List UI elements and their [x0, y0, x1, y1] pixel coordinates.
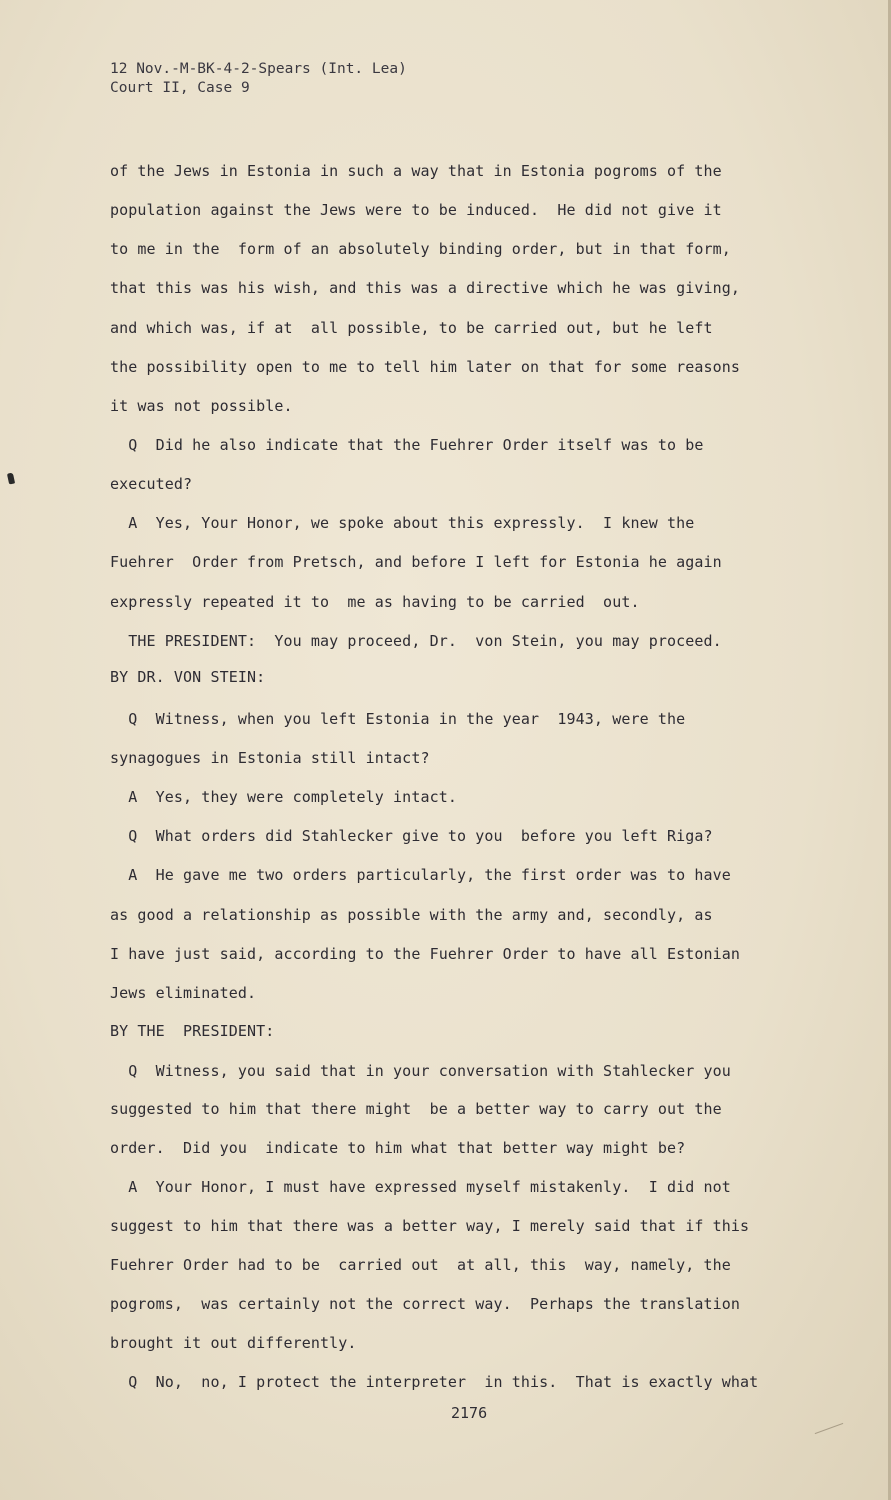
- question-line: Q Witness, when you left Estonia in the year 1943, were the: [110, 710, 686, 728]
- page-number: 2176: [451, 1404, 488, 1422]
- examiner-heading: BY DR. VON STEIN:: [110, 668, 266, 686]
- body-line: suggested to him that there might be a better way to carry out the: [110, 1100, 722, 1118]
- answer-line: A Your Honor, I must have expressed myself mistakenly. I did not: [110, 1178, 731, 1196]
- body-line: that this was his wish, and this was a directive which he was giving,: [110, 279, 741, 297]
- pencil-smudge: [815, 1423, 844, 1434]
- speaker-line: THE PRESIDENT: You may proceed, Dr. von Stein, you may proceed.: [110, 632, 722, 650]
- document-header: [110, 60, 407, 98]
- body-line: synagogues in Estonia still intact?: [110, 749, 430, 767]
- answer-line: A He gave me two orders particularly, the first order was to have: [110, 866, 731, 884]
- body-line: the possibility open to me to tell him later on that for some reasons: [110, 358, 741, 376]
- question-line: Q What orders did Stahlecker give to you before you left Riga?: [110, 827, 713, 845]
- body-line: expressly repeated it to me as having to be carried out.: [110, 593, 640, 611]
- body-line: Jews eliminated.: [110, 984, 257, 1002]
- body-line: brought it out differently.: [110, 1334, 357, 1352]
- body-line: as good a relationship as possible with the army and, secondly, as: [110, 906, 713, 924]
- body-line: Fuehrer Order from Pretsch, and before I left for Estonia he again: [110, 553, 722, 571]
- ink-mark: [7, 472, 15, 484]
- body-line: executed?: [110, 475, 193, 493]
- body-line: suggest to him that there was a better way, I merely said that if this: [110, 1217, 750, 1235]
- header-court-case: Court II, Case 9: [110, 80, 250, 96]
- body-line: to me in the form of an absolutely binding order, but in that form,: [110, 240, 731, 258]
- question-line: Q No, no, I protect the interpreter in this. That is exactly what: [110, 1373, 759, 1391]
- answer-line: A Yes, Your Honor, we spoke about this expressly. I knew the: [110, 514, 695, 532]
- header-reference: 12 Nov.-M-BK-4-2-Spears (Int. Lea): [110, 61, 407, 77]
- body-line: pogroms, was certainly not the correct way. Perhaps the translation: [110, 1295, 741, 1313]
- body-line: Fuehrer Order had to be carried out at all, this way, namely, the: [110, 1256, 731, 1274]
- body-line: it was not possible.: [110, 397, 293, 415]
- question-line: Q Witness, you said that in your conversation with Stahlecker you: [110, 1062, 731, 1080]
- body-line: order. Did you indicate to him what that better way might be?: [110, 1139, 686, 1157]
- body-line: I have just said, according to the Fuehrer Order to have all Estonian: [110, 945, 741, 963]
- answer-line: A Yes, they were completely intact.: [110, 788, 457, 806]
- examiner-heading: BY THE PRESIDENT:: [110, 1022, 275, 1040]
- question-line: Q Did he also indicate that the Fuehrer Order itself was to be: [110, 436, 704, 454]
- body-line: of the Jews in Estonia in such a way that in Estonia pogroms of the: [110, 162, 722, 180]
- body-line: population against the Jews were to be induced. He did not give it: [110, 201, 722, 219]
- body-line: and which was, if at all possible, to be carried out, but he left: [110, 319, 713, 337]
